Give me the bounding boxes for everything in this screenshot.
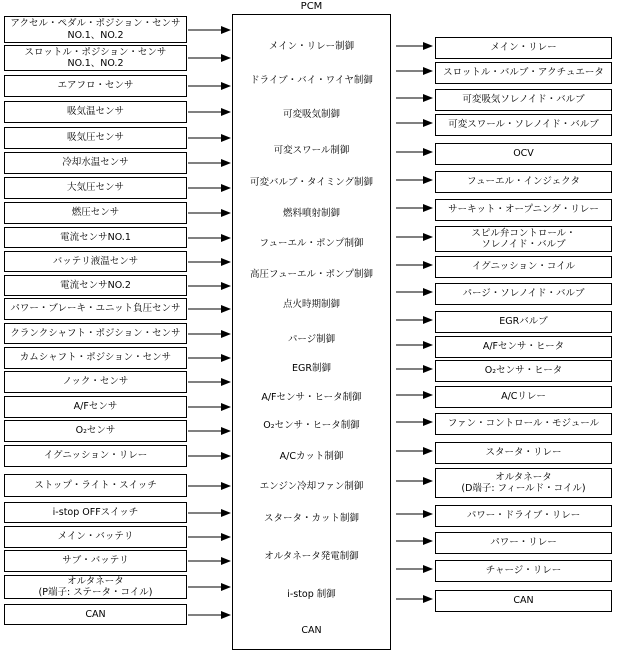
input-signal-box: A/Fセンサ	[4, 396, 187, 418]
output-actuator-box: 可変吸気ソレノイド・バルブ	[435, 89, 612, 111]
output-actuator-box: スピル弁コントロール・ ソレノイド・バルブ	[435, 226, 612, 252]
output-actuator-box: イグニッション・コイル	[435, 256, 612, 278]
input-signal-box: 燃圧センサ	[4, 202, 187, 224]
pcm-function-label: パージ制御	[287, 334, 336, 345]
output-actuator-box: A/Fセンサ・ヒータ	[435, 336, 612, 358]
input-signal-box: 大気圧センサ	[4, 177, 187, 199]
input-signal-box: カムシャフト・ポジション・センサ	[4, 347, 187, 369]
input-signal-box: パワー・ブレーキ・ユニット負圧センサ	[4, 298, 187, 320]
output-actuator-box: パワー・リレー	[435, 532, 612, 554]
output-actuator-box: CAN	[435, 590, 612, 612]
input-signal-box: メイン・バッテリ	[4, 526, 187, 548]
pcm-title: PCM	[300, 1, 323, 12]
input-signal-box: バッテリ液温センサ	[4, 251, 187, 272]
input-signal-box: サブ・バッテリ	[4, 550, 187, 572]
pcm-function-label: A/Fセンサ・ヒータ制御	[261, 392, 362, 403]
output-actuator-box: サーキット・オープニング・リレー	[435, 199, 612, 221]
pcm-function-label: メイン・リレー制御	[268, 41, 355, 52]
pcm-function-label: 点火時期制御	[282, 299, 340, 310]
input-signal-box: CAN	[4, 604, 187, 625]
output-actuator-box: OCV	[435, 143, 612, 165]
output-actuator-box: オルタネータ (D端子: フィールド・コイル)	[435, 468, 612, 498]
output-actuator-box: スタータ・リレー	[435, 442, 612, 464]
input-signal-box: ストップ・ライト・スイッチ	[4, 474, 187, 497]
input-signal-box: イグニッション・リレー	[4, 445, 187, 467]
pcm-function-label: i-stop 制御	[287, 589, 336, 600]
output-actuator-box: チャージ・リレー	[435, 560, 612, 582]
output-actuator-box: O₂センサ・ヒータ	[435, 360, 612, 382]
pcm-function-label: 高圧フューエル・ポンプ制御	[249, 269, 374, 280]
input-signal-box: 吸気圧センサ	[4, 127, 187, 149]
output-actuator-box: フューエル・インジェクタ	[435, 171, 612, 193]
pcm-function-label: EGR制御	[292, 363, 331, 374]
input-signal-box: 吸気温センサ	[4, 101, 187, 123]
input-signal-box: エアフロ・センサ	[4, 75, 187, 97]
pcm-function-label: スタータ・カット制御	[264, 513, 359, 524]
input-signal-box: 電流センサNO.2	[4, 275, 187, 296]
output-actuator-box: ファン・コントロール・モジュール	[435, 413, 612, 435]
output-actuator-box: A/Cリレー	[435, 386, 612, 408]
input-signal-box: ノック・センサ	[4, 371, 187, 393]
pcm-function-label: 可変吸気制御	[282, 109, 340, 120]
input-signal-box: O₂センサ	[4, 420, 187, 442]
input-signal-box: クランクシャフト・ポジション・センサ	[4, 323, 187, 344]
input-signal-box: アクセル・ペダル・ポジション・センサ NO.1、NO.2	[4, 16, 187, 43]
input-signal-box: オルタネータ (P端子: ステータ・コイル)	[4, 575, 187, 599]
output-actuator-box: EGRバルブ	[435, 311, 612, 333]
pcm-function-label: A/Cカット制御	[279, 451, 344, 462]
input-signal-box: i-stop OFFスイッチ	[4, 502, 187, 523]
input-signal-box: スロットル・ポジション・センサ NO.1、NO.2	[4, 45, 187, 71]
output-actuator-box: パージ・ソレノイド・バルブ	[435, 283, 612, 305]
pcm-function-label: 可変バルブ・タイミング制御	[249, 177, 374, 188]
output-actuator-box: スロットル・バルブ・アクチュエータ	[435, 62, 612, 84]
input-signal-box: 電流センサNO.1	[4, 227, 187, 248]
pcm-function-label: 可変スワール制御	[273, 145, 350, 156]
output-actuator-box: パワー・ドライブ・リレー	[435, 505, 612, 527]
output-actuator-box: メイン・リレー	[435, 37, 612, 59]
pcm-function-label: CAN	[301, 625, 322, 636]
pcm-function-label: 燃料噴射制御	[282, 208, 340, 219]
output-actuator-box: 可変スワール・ソレノイド・バルブ	[435, 114, 612, 136]
input-signal-box: 冷却水温センサ	[4, 152, 187, 174]
pcm-function-label: ドライブ・バイ・ワイヤ制御	[250, 75, 373, 86]
pcm-function-label: フューエル・ポンプ制御	[259, 238, 364, 249]
pcm-function-label: オルタネータ発電制御	[264, 551, 359, 562]
pcm-function-label: エンジン冷却ファン制御	[259, 481, 364, 492]
pcm-function-label: O₂センサ・ヒータ制御	[263, 420, 360, 431]
